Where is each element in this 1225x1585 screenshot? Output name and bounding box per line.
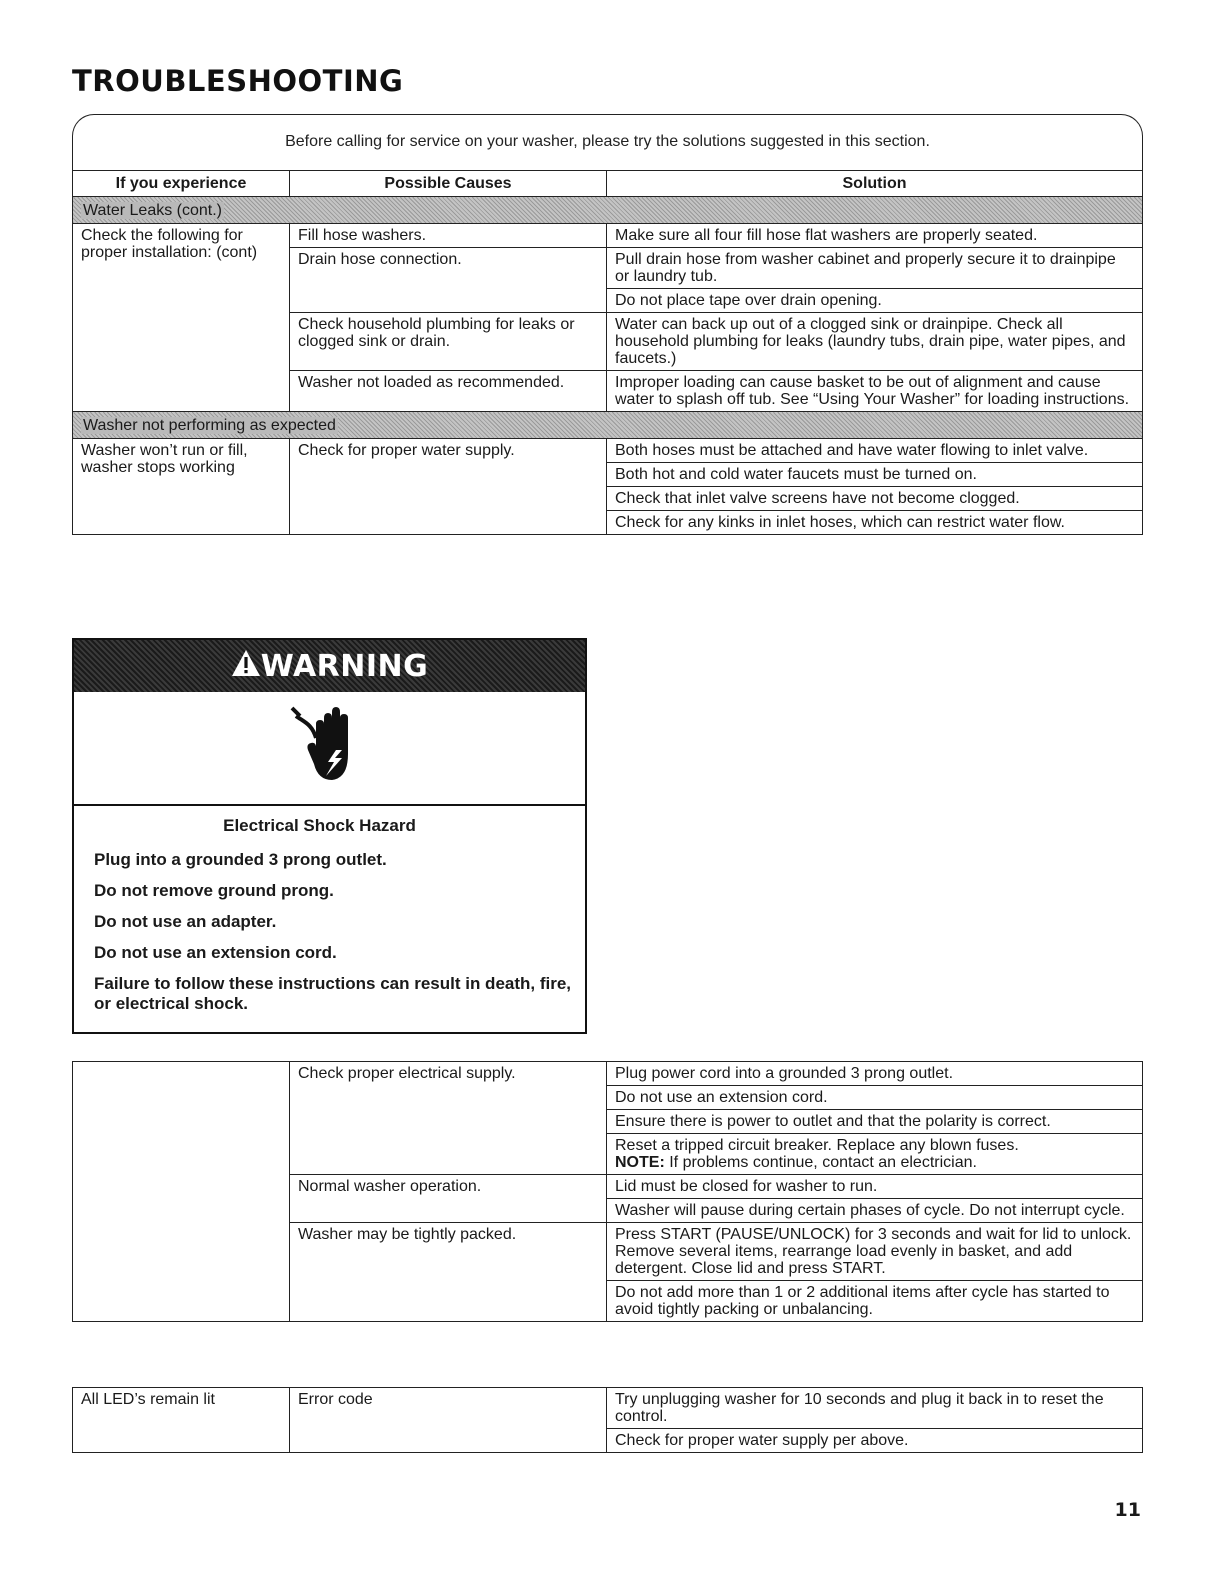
solution-cell: Press START (PAUSE/UNLOCK) for 3 seconds and wait for lid to unlock. Remove several items, rearrange load evenly in basket, and add detergent. Close lid and press START. (607, 1223, 1143, 1281)
warning-line: Do not remove ground prong. (94, 881, 334, 900)
troubleshooting-table-led (72, 1387, 1143, 1453)
page-title: TROUBLESHOOTING (72, 64, 404, 98)
solution-text: Reset a tripped circuit breaker. Replace any blown fuses. (615, 1137, 1019, 1154)
warning-header (74, 640, 585, 692)
header-if-you-experience: If you experience (73, 171, 290, 197)
table-row (73, 224, 1143, 248)
troubleshooting-table (72, 170, 1143, 535)
warning-icon-panel (74, 692, 585, 806)
section-row-water-leaks (73, 197, 1143, 224)
table-header-row (73, 171, 1143, 197)
solution-cell (607, 1134, 1143, 1175)
note-label: NOTE: (615, 1154, 665, 1171)
solution-cell: Plug power cord into a grounded 3 prong outlet. (607, 1062, 1143, 1086)
electrical-shock-hand-icon (290, 698, 370, 799)
header-solution: Solution (607, 171, 1143, 197)
warning-heading: WARNING (260, 649, 429, 684)
warning-line: Do not use an extension cord. (94, 943, 337, 962)
warning-line: Do not use an adapter. (94, 912, 277, 931)
cause-cell: Washer may be tightly packed. (290, 1223, 607, 1322)
solution-cell: Water can back up out of a clogged sink or drainpipe. Check all household plumbing for leaks (laundry tubs, drain pipe, water pipes, and faucets.) (607, 313, 1143, 371)
note-text: If problems continue, contact an electrician. (664, 1154, 977, 1171)
solution-cell: Both hoses must be attached and have water flowing to inlet valve. (607, 439, 1143, 463)
warning-triangle-icon (231, 641, 261, 695)
solution-cell: Both hot and cold water faucets must be turned on. (607, 463, 1143, 487)
solution-cell: Do not add more than 1 or 2 additional items after cycle has started to avoid tightly packing or unbalancing. (607, 1281, 1143, 1322)
solution-cell: Make sure all four fill hose flat washers are properly seated. (607, 224, 1143, 248)
cause-cell: Normal washer operation. (290, 1175, 607, 1223)
solution-cell: Ensure there is power to outlet and that the polarity is correct. (607, 1110, 1143, 1134)
cause-cell: Check household plumbing for leaks or clogged sink or drain. (290, 313, 607, 371)
solution-cell: Do not use an extension cord. (607, 1086, 1143, 1110)
solution-cell: Pull drain hose from washer cabinet and properly secure it to drainpipe or laundry tub. (607, 248, 1143, 289)
warning-line: Plug into a grounded 3 prong outlet. (94, 850, 387, 869)
solution-cell: Do not place tape over drain opening. (607, 289, 1143, 313)
experience-cell: Washer won’t run or fill, washer stops working (73, 439, 290, 535)
solution-cell: Lid must be closed for washer to run. (607, 1175, 1143, 1199)
warning-box (72, 638, 587, 1034)
table-row (73, 1062, 1143, 1086)
experience-cell: All LED’s remain lit (73, 1388, 290, 1453)
cause-cell: Error code (290, 1388, 607, 1453)
troubleshooting-table-continued (72, 1061, 1143, 1322)
section-title: Water Leaks (cont.) (83, 201, 223, 219)
solution-cell: Improper loading can cause basket to be out of alignment and cause water to splash off tub. See “Using Your Washer” for loading instructions. (607, 371, 1143, 412)
table-row (73, 439, 1143, 463)
table-row (73, 1388, 1143, 1429)
page-number: 11 (1114, 1499, 1141, 1521)
header-possible-causes: Possible Causes (290, 171, 607, 197)
hazard-title: Electrical Shock Hazard (223, 816, 416, 835)
solution-cell: Try unplugging washer for 10 seconds and plug it back in to reset the control. (607, 1388, 1143, 1429)
cause-cell: Drain hose connection. (290, 248, 607, 313)
cause-cell: Check proper electrical supply. (290, 1062, 607, 1175)
cause-cell: Check for proper water supply. (290, 439, 607, 535)
section-row-not-performing (73, 412, 1143, 439)
solution-cell: Washer will pause during certain phases of cycle. Do not interrupt cycle. (607, 1199, 1143, 1223)
intro-text: Before calling for service on your washer, please try the solutions suggested in this section. (285, 133, 930, 150)
solution-cell: Check for proper water supply per above. (607, 1429, 1143, 1453)
cause-cell: Fill hose washers. (290, 224, 607, 248)
warning-line: Failure to follow these instructions can result in death, fire, or electrical shock. (94, 974, 572, 1013)
cause-cell: Washer not loaded as recommended. (290, 371, 607, 412)
warning-instructions (74, 850, 585, 1014)
experience-cell: Check the following for proper installation: (cont) (73, 224, 290, 412)
experience-cell-blank (73, 1062, 290, 1322)
section-title: Washer not performing as expected (83, 416, 336, 434)
solution-cell: Check for any kinks in inlet hoses, which can restrict water flow. (607, 511, 1143, 535)
solution-cell: Check that inlet valve screens have not become clogged. (607, 487, 1143, 511)
